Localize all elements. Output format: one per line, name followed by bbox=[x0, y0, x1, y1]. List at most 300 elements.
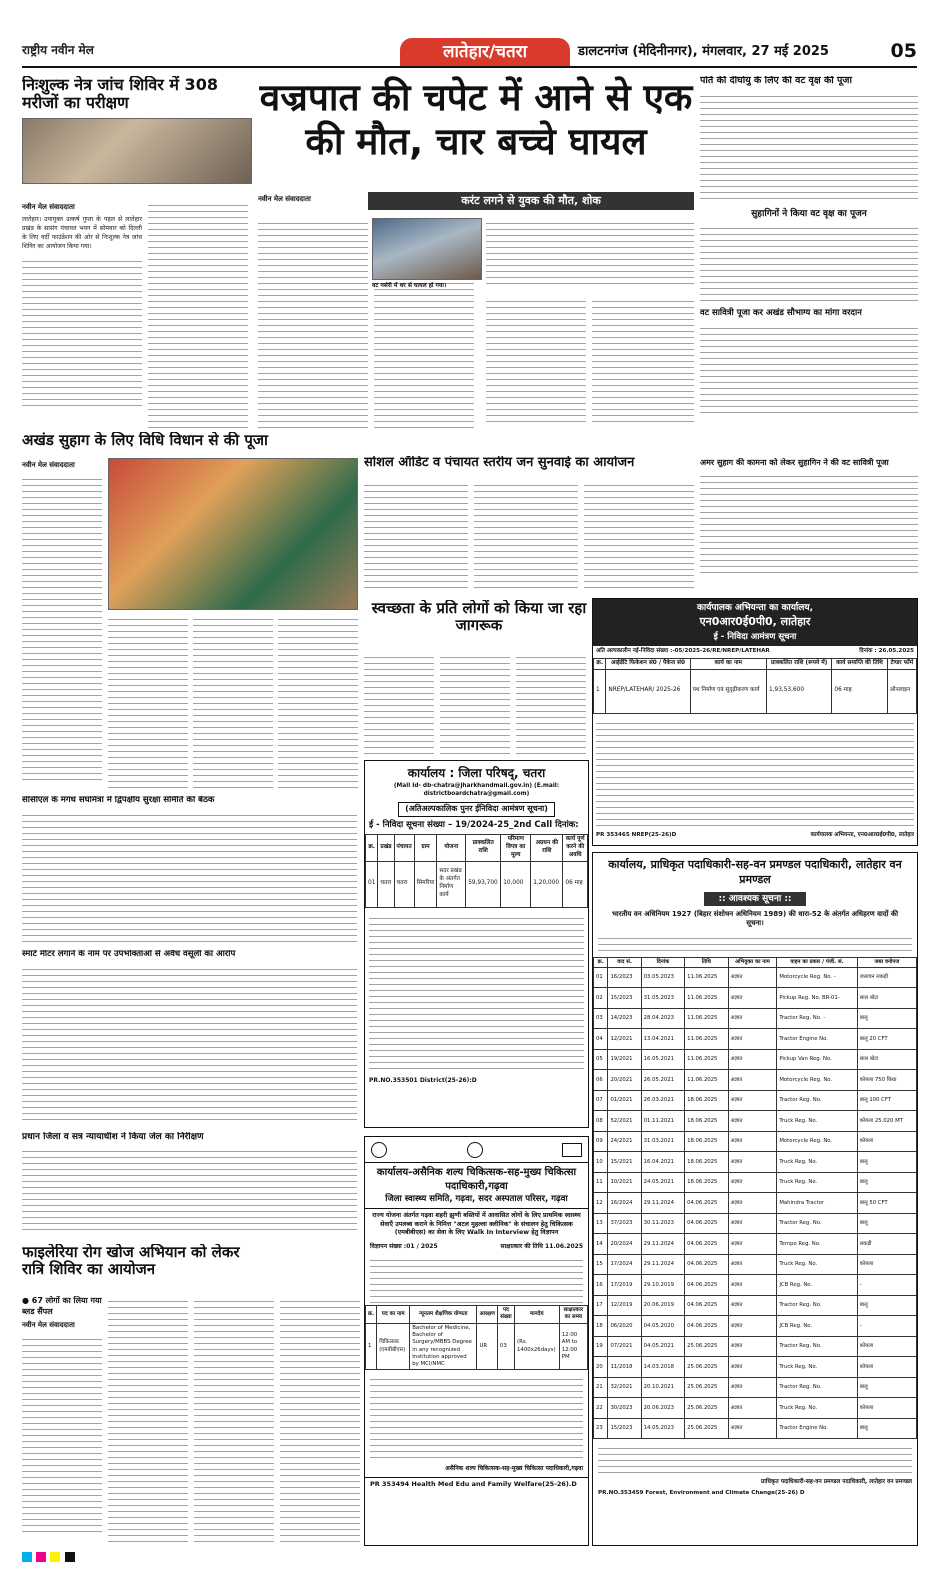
current-death-banner: करंट लगने से युवक की मौत, शोक bbox=[368, 192, 694, 210]
table-cell: 11.06.2025 bbox=[685, 1008, 728, 1029]
health-ad-meta bbox=[365, 1241, 588, 1253]
nrep-tender-ad bbox=[592, 598, 918, 846]
akhand-text-col1 bbox=[22, 474, 102, 784]
table-cell: कोयला bbox=[857, 1254, 916, 1275]
zp-col-header: पंचायत bbox=[394, 835, 414, 861]
table-cell: 06 bbox=[594, 1070, 608, 1091]
cleanliness-text-3 bbox=[516, 652, 586, 754]
nrep-ad-table bbox=[593, 658, 917, 714]
table-cell: 10,000 bbox=[501, 861, 531, 907]
zp-ad-mail: (Mail Id- db-chatra@jharkhandmail.gov.in) (E.mail: districtboardchatra@gmail.com) bbox=[393, 783, 560, 797]
table-cell: अज्ञात bbox=[728, 1131, 777, 1152]
table-cell: अज्ञात bbox=[728, 1070, 777, 1091]
table-row bbox=[594, 1275, 917, 1296]
eye-camp-text-col2 bbox=[148, 200, 248, 428]
nrep-col-header: प्राक्कलित राशि (रूपये में) bbox=[766, 659, 831, 670]
health-ad-intro: राज्य योजना अंतर्गत गढ़वा शहरी झुग्गी बस्तियों में आवासित लोगों के लिए प्राथमिक स्वास्थ्य सेवाएँ उपलब्ध कराने के निमित्त "अटल मुहल्ला क्लीनिक" के संचालन हेतु चिकित्सक (एमबीबीएस) का सेवा के लिए Walk In Interview हेतु विज्ञापन bbox=[372, 1212, 581, 1237]
social-audit-headline: सोशल ऑडिट व पंचायत स्तरीय जन सुनवाई का आयोजन bbox=[364, 456, 635, 470]
table-cell: Tractor Engine No. bbox=[777, 1418, 857, 1439]
table-cell: 17 bbox=[594, 1295, 608, 1316]
page-number: 05 bbox=[890, 40, 917, 62]
forest-ad-intro-text bbox=[598, 933, 912, 955]
table-cell: 32/2021 bbox=[608, 1377, 641, 1398]
table-cell: 29.10.2019 bbox=[641, 1275, 684, 1296]
health-col-header: आरक्षण bbox=[477, 1306, 497, 1324]
filaria-text-col3 bbox=[194, 1296, 274, 1546]
forest-col-header: अभियुक्त का नाम bbox=[728, 957, 777, 967]
table-cell: कोयला 25.020 MT bbox=[857, 1111, 916, 1132]
filaria-body bbox=[22, 1296, 102, 1546]
table-cell: बालू bbox=[857, 1418, 916, 1439]
eye-camp-byline: नवीन मेल संवाददाता bbox=[22, 203, 75, 211]
health-col-header: क्र. bbox=[366, 1306, 377, 1324]
table-cell: अज्ञात bbox=[728, 1357, 777, 1378]
table-cell: Tempo Reg. No. bbox=[777, 1234, 857, 1255]
table-cell: Truck Reg. No. bbox=[777, 1172, 857, 1193]
table-cell: 15/2021 bbox=[608, 1152, 641, 1173]
table-cell: 03 bbox=[497, 1323, 514, 1370]
magenta-swatch bbox=[36, 1552, 46, 1562]
table-cell: 30/2023 bbox=[608, 1398, 641, 1419]
table-cell: अज्ञात bbox=[728, 1172, 777, 1193]
table-cell: 25.06.2025 bbox=[685, 1357, 728, 1378]
table-cell: Truck Reg. No. bbox=[777, 1111, 857, 1132]
table-cell: 20/2024 bbox=[608, 1234, 641, 1255]
photo-caption: वट नर्सरी में धर से घायल हो गया। bbox=[372, 282, 447, 289]
table-cell: चतरा bbox=[378, 861, 394, 907]
table-cell: 24.05.2021 bbox=[641, 1172, 684, 1193]
table-row bbox=[366, 861, 588, 907]
nrep-ad-footer bbox=[593, 830, 917, 842]
table-cell: 04.06.2025 bbox=[685, 1193, 728, 1214]
table-cell: 06 माह bbox=[563, 861, 588, 907]
akhand-byline: नवीन मेल संवाददाता bbox=[22, 461, 75, 469]
table-cell: Pickup Reg. No. BR-01- bbox=[777, 988, 857, 1009]
cleanliness-text-1 bbox=[364, 652, 434, 754]
table-cell: Mahindra Tractor bbox=[777, 1193, 857, 1214]
table-cell: 25.06.2025 bbox=[685, 1398, 728, 1419]
zp-ad-title: कार्यालय : जिला परिषद्, चतरा bbox=[407, 766, 546, 780]
table-cell: 04.06.2025 bbox=[685, 1316, 728, 1337]
table-cell: 11.06.2025 bbox=[685, 1049, 728, 1070]
table-cell: 25.06.2025 bbox=[685, 1418, 728, 1439]
eye-camp-body bbox=[22, 200, 142, 430]
akhand-text-col3 bbox=[193, 614, 273, 790]
table-cell: 04.05.2021 bbox=[641, 1336, 684, 1357]
table-cell: 16 bbox=[594, 1275, 608, 1296]
forest-col-header: क्र. bbox=[594, 957, 608, 967]
nrep-col-header: टेण्डर फॉर्म bbox=[887, 659, 916, 670]
section-tab: लातेहार/चतरा bbox=[400, 38, 570, 66]
table-cell: Truck Reg. No. bbox=[777, 1254, 857, 1275]
table-cell: 12/2019 bbox=[608, 1295, 641, 1316]
vat-tree-article bbox=[700, 76, 918, 456]
nrep-ad-signoff: कार्यपालक अभियन्ता, एन0आर0ई0पी0, लातेहार bbox=[810, 831, 914, 838]
table-cell: 23 bbox=[594, 1418, 608, 1439]
table-cell: 18.06.2025 bbox=[685, 1172, 728, 1193]
table-cell: Tractor Reg. No. - bbox=[777, 1008, 857, 1029]
table-cell: 12:00 AM to 12:00 PM bbox=[559, 1323, 587, 1370]
table-cell: 14.03.2018 bbox=[641, 1357, 684, 1378]
zp-col-header: ग्राम bbox=[414, 835, 437, 861]
table-cell: 18.06.2025 bbox=[685, 1152, 728, 1173]
table-cell: Truck Reg. No. bbox=[777, 1398, 857, 1419]
table-cell: 18.06.2025 bbox=[685, 1111, 728, 1132]
table-cell: 20.06.2023 bbox=[641, 1398, 684, 1419]
table-cell: 13 bbox=[594, 1213, 608, 1234]
nrep-col-header: आईडेंटि फिकेशन सं0 / पैकेज सं0 bbox=[606, 659, 690, 670]
vat-tree-subhead-2: वट सावित्री पूजा कर अखंड सौभाग्य का मांगा वरदान bbox=[700, 308, 862, 319]
table-row bbox=[366, 1323, 588, 1370]
registration-strip bbox=[22, 1552, 917, 1564]
nrep-ad-ref: अति अल्पकालीन नई-निविदा संख्या :-05/2025-26/RE/NREP/LATEHAR bbox=[596, 648, 770, 655]
table-cell: चिकित्सक (एमबीबीएस) bbox=[377, 1323, 410, 1370]
lightning-text-col3 bbox=[486, 218, 694, 288]
eye-camp-photo bbox=[22, 118, 252, 184]
table-row bbox=[594, 1070, 917, 1091]
table-cell: 03.05.2023 bbox=[641, 967, 684, 988]
table-cell: बालू 20 CFT bbox=[857, 1029, 916, 1050]
filaria-text-col4 bbox=[280, 1296, 360, 1546]
zp-col-header: प्रखंड bbox=[378, 835, 394, 861]
table-cell: बालू bbox=[857, 1152, 916, 1173]
table-cell: सिमरिया bbox=[414, 861, 437, 907]
social-audit-article bbox=[364, 456, 694, 476]
table-cell: 01 bbox=[366, 861, 378, 907]
akhand-text-col4 bbox=[278, 614, 358, 790]
table-cell: 1 bbox=[594, 669, 606, 713]
nrep-ad-pr: PR 353465 NREP(25-26)D bbox=[596, 831, 677, 838]
vat-tree-subhead-1: सुहागिनों ने किया वट वृक्ष का पूजन bbox=[751, 208, 867, 219]
table-cell: 28.04.2023 bbox=[641, 1008, 684, 1029]
table-cell: 29.11.2024 bbox=[641, 1193, 684, 1214]
table-cell: 21 bbox=[594, 1377, 608, 1398]
filaria-bullet-text: 67 लोगों का लिया गया ब्लड सैंपल bbox=[22, 1296, 102, 1316]
table-cell: अज्ञात bbox=[728, 1193, 777, 1214]
lightning-byline-row bbox=[258, 192, 694, 214]
table-cell: 59,93,700 bbox=[466, 861, 501, 907]
zp-col-header: योजना bbox=[437, 835, 466, 861]
lightning-byline: नवीन मेल संवाददाता bbox=[258, 195, 311, 203]
vat-tree-subhead-3: अमर सुहाग की कामना को लेकर सुहागिन ने की वट सावित्री पूजा bbox=[700, 458, 889, 467]
dateline: डालटनगंज (मेदिनीनगर), मंगलवार, 27 मई 2025 bbox=[578, 44, 829, 59]
table-cell: 37/2023 bbox=[608, 1213, 641, 1234]
zp-col-header: कार्य पूर्ण करने की अवधि bbox=[563, 835, 588, 861]
table-cell: 01 bbox=[594, 967, 608, 988]
forest-col-header: जब्त वनोपज bbox=[857, 957, 916, 967]
newspaper-logo: राष्ट्रीय नवीन मेल bbox=[22, 43, 94, 57]
table-cell: 17/2019 bbox=[608, 1275, 641, 1296]
smart-meter-article bbox=[22, 950, 357, 1128]
table-row bbox=[594, 1049, 917, 1070]
table-cell: 25.06.2025 bbox=[685, 1336, 728, 1357]
filaria-article bbox=[22, 1244, 242, 1292]
table-cell: 1,20,000 bbox=[531, 861, 563, 907]
filaria-bullet: ● 67 लोगों का लिया गया ब्लड सैंपल bbox=[22, 1296, 102, 1316]
zp-col-header: क्र. bbox=[366, 835, 378, 861]
table-cell: साल बोटा bbox=[857, 988, 916, 1009]
table-row bbox=[594, 1131, 917, 1152]
smart-meter-text bbox=[22, 964, 357, 1124]
table-cell: 09 bbox=[594, 1131, 608, 1152]
forest-col-header: तिथि bbox=[685, 957, 728, 967]
table-row bbox=[594, 1336, 917, 1357]
table-cell: 26.03.2021 bbox=[641, 1090, 684, 1111]
eye-camp-headline: निःशुल्क नेत्र जांच शिविर में 308 मरीजों का परीक्षण bbox=[22, 76, 218, 113]
table-row bbox=[594, 1029, 917, 1050]
table-cell: बालू bbox=[857, 1377, 916, 1398]
emblem-icon bbox=[371, 1142, 387, 1158]
table-cell: कोयला bbox=[857, 1357, 916, 1378]
table-cell: अज्ञात bbox=[728, 967, 777, 988]
table-cell: 31.03.2021 bbox=[641, 1131, 684, 1152]
table-cell: बालू 50 CFT bbox=[857, 1193, 916, 1214]
yellow-swatch bbox=[50, 1552, 60, 1562]
health-logo-icon bbox=[467, 1142, 483, 1158]
table-cell: 16/2023 bbox=[608, 967, 641, 988]
table-cell: लकड़ी bbox=[857, 1234, 916, 1255]
vat-tree-headline: पति की दीर्घायु के लिए की वट वृक्ष की पूजा bbox=[700, 76, 852, 86]
table-row bbox=[594, 669, 917, 713]
cleanliness-text-2 bbox=[440, 652, 510, 754]
health-ad-table bbox=[365, 1305, 588, 1370]
table-cell: अज्ञात bbox=[728, 1316, 777, 1337]
health-col-header: न्यूनतम शैक्षणिक योग्यता bbox=[410, 1306, 477, 1324]
nrep-ad-conditions bbox=[596, 718, 914, 830]
vat-tree-text-3 bbox=[700, 323, 918, 413]
nrep-ad-notice: ई - निविदा आमंत्रण सूचना bbox=[593, 631, 917, 646]
cleanliness-article bbox=[364, 600, 594, 640]
zp-ad-pr: PR.NO.353501 District(25-26):D bbox=[369, 1076, 477, 1084]
table-cell: बालू bbox=[857, 1172, 916, 1193]
table-cell: 04.06.2025 bbox=[685, 1213, 728, 1234]
table-cell: 04.05.2020 bbox=[641, 1316, 684, 1337]
table-cell: अज्ञात bbox=[728, 1029, 777, 1050]
table-cell: Pickup Van Reg. No. bbox=[777, 1049, 857, 1070]
table-cell: 30.11.2023 bbox=[641, 1213, 684, 1234]
table-cell: 11.06.2025 bbox=[685, 1070, 728, 1091]
nrep-ad-title: कार्यपालक अभियन्ता का कार्यालय, bbox=[593, 599, 917, 614]
forest-ad-footnote bbox=[598, 1443, 912, 1477]
forest-ad-notice: :: आवश्यक सूचना :: bbox=[704, 892, 805, 906]
table-cell: 18.06.2025 bbox=[685, 1131, 728, 1152]
ccl-article bbox=[22, 796, 357, 946]
table-cell: 04.06.2025 bbox=[685, 1295, 728, 1316]
zp-ad-notice: (अतिअल्पकालिक पुनर ईनिविदा आमंत्रण सूचना) bbox=[398, 802, 555, 817]
table-cell: 01/2021 bbox=[608, 1090, 641, 1111]
social-audit-text-1 bbox=[364, 480, 468, 592]
table-cell: 17/2024 bbox=[608, 1254, 641, 1275]
vat-tree-text-4 bbox=[700, 471, 918, 576]
table-cell: साल बोटा bbox=[857, 1049, 916, 1070]
table-cell: 20.10.2021 bbox=[641, 1377, 684, 1398]
table-cell: 02 bbox=[594, 988, 608, 1009]
health-ad-emblem-row bbox=[365, 1137, 588, 1163]
table-cell: 52/2021 bbox=[608, 1111, 641, 1132]
table-row bbox=[594, 1090, 917, 1111]
lightning-text-col1 bbox=[258, 218, 368, 428]
table-cell: बालू bbox=[857, 1213, 916, 1234]
table-cell: 20/2021 bbox=[608, 1070, 641, 1091]
health-ad-text bbox=[370, 1255, 583, 1303]
table-cell: 18 bbox=[594, 1316, 608, 1337]
forest-notice-ad bbox=[592, 852, 918, 1546]
table-cell: 16.05.2021 bbox=[641, 1049, 684, 1070]
table-cell: Truck Reg. No. bbox=[777, 1357, 857, 1378]
table-cell: 06 माह bbox=[832, 669, 887, 713]
table-row bbox=[594, 1213, 917, 1234]
table-cell: अज्ञात bbox=[728, 1090, 777, 1111]
table-cell: 14/2023 bbox=[608, 1008, 641, 1029]
table-cell: 13.04.2021 bbox=[641, 1029, 684, 1050]
lightning-text-col4 bbox=[486, 296, 586, 426]
nrep-col-header: क्र. bbox=[594, 659, 606, 670]
table-cell: 29.11.2024 bbox=[641, 1254, 684, 1275]
table-row bbox=[594, 1377, 917, 1398]
table-cell: 07 bbox=[594, 1090, 608, 1111]
health-ad-conditions bbox=[370, 1374, 583, 1462]
table-cell: कोयला bbox=[857, 1131, 916, 1152]
table-cell: अज्ञात bbox=[728, 1152, 777, 1173]
table-cell: 10 bbox=[594, 1152, 608, 1173]
table-cell: Motorcycle Reg. No. - bbox=[777, 967, 857, 988]
zp-col-header: अग्रधन की राशि bbox=[531, 835, 563, 861]
injured-photo bbox=[372, 218, 482, 280]
health-col-header: मानदेय bbox=[514, 1306, 559, 1324]
forest-col-header: वाहन का प्रकार / पंजी. सं. bbox=[777, 957, 857, 967]
social-audit-text-3 bbox=[584, 480, 694, 592]
ccl-text bbox=[22, 810, 357, 942]
table-cell: Truck Reg. No. bbox=[777, 1152, 857, 1173]
table-cell: JCB Reg. No. bbox=[777, 1275, 857, 1296]
table-row bbox=[594, 988, 917, 1009]
table-cell: 31.05.2023 bbox=[641, 988, 684, 1009]
table-cell: अज्ञात bbox=[728, 1377, 777, 1398]
table-cell: 11.06.2025 bbox=[685, 1029, 728, 1050]
table-cell: बालू bbox=[857, 1008, 916, 1029]
masthead bbox=[22, 38, 917, 68]
table-cell: 29.11.2024 bbox=[641, 1234, 684, 1255]
table-cell: 26.05.2021 bbox=[641, 1070, 684, 1091]
table-row bbox=[594, 1254, 917, 1275]
table-cell: 07/2021 bbox=[608, 1336, 641, 1357]
table-cell: अज्ञात bbox=[728, 1275, 777, 1296]
zp-ad-tender-no: ई - निविदा सूचना संख्या – 19/2024-25_2nd Call दिनांक: bbox=[369, 819, 579, 830]
forest-ad-act: भारतीय वन अधिनियम 1927 (बिहार संशोधन अधिनियम 1989) की धारा-52 के अंतर्गत अधिहरण वादों की सूचना। bbox=[611, 909, 899, 928]
table-cell: बालू 100 CFT bbox=[857, 1090, 916, 1111]
table-row bbox=[594, 1295, 917, 1316]
table-cell: 03 bbox=[594, 1008, 608, 1029]
table-cell: अज्ञात bbox=[728, 1336, 777, 1357]
zp-ad-conditions bbox=[369, 913, 584, 1073]
nrep-ad-office: एन0आर0ई0पी0, लातेहार bbox=[593, 614, 917, 631]
table-cell: 14.05.2023 bbox=[641, 1418, 684, 1439]
table-cell: Tractor Reg. No. bbox=[777, 1090, 857, 1111]
table-cell: 12/2021 bbox=[608, 1029, 641, 1050]
zp-ad-table bbox=[365, 834, 588, 907]
table-cell: 11.06.2025 bbox=[685, 967, 728, 988]
table-cell: 24/2021 bbox=[608, 1131, 641, 1152]
table-cell: Bachelor of Medicine, Bachelor of Surgery/MBBS Degree in any recognized Institution approved by MCI/NMC bbox=[410, 1323, 477, 1370]
table-cell: कोयला bbox=[857, 1336, 916, 1357]
table-row bbox=[594, 1357, 917, 1378]
table-row bbox=[594, 1316, 917, 1337]
table-cell: अज्ञात bbox=[728, 1418, 777, 1439]
black-swatch bbox=[65, 1552, 75, 1562]
health-ad-title: कार्यालय-असैनिक शल्य चिकित्सक-सह-मुख्य चिकित्सा पदाधिकारी,गढ़वा bbox=[376, 1167, 577, 1192]
table-cell: Motorcycle Reg. No. bbox=[777, 1131, 857, 1152]
eye-camp-article bbox=[22, 76, 252, 194]
health-col-header: साक्षात्कार का समय bbox=[559, 1306, 587, 1324]
vat-tree-text bbox=[700, 91, 918, 203]
nrep-col-header: कार्य समाप्ति की तिथि bbox=[832, 659, 887, 670]
forest-ad-signoff: प्राधिकृत पदाधिकारी-सह-वन प्रमण्डल पदाधिकारी, लातेहार वन प्रमण्डल bbox=[761, 1479, 912, 1486]
ccl-headline: सीसीएल के मगध संघमित्रा में द्विपक्षीय सुरक्षा समिति की बैठक bbox=[22, 796, 215, 805]
table-cell: 11 bbox=[594, 1172, 608, 1193]
table-cell: अज्ञात bbox=[728, 1213, 777, 1234]
table-cell: Tractor Reg. No. bbox=[777, 1295, 857, 1316]
table-cell: Tractor Reg. No. bbox=[777, 1377, 857, 1398]
table-cell: 15 bbox=[594, 1254, 608, 1275]
filaria-text-col2 bbox=[108, 1296, 188, 1546]
table-cell: 18.06.2025 bbox=[685, 1090, 728, 1111]
table-cell: 1 bbox=[366, 1323, 377, 1370]
table-cell: 25.06.2025 bbox=[685, 1377, 728, 1398]
table-cell: अज्ञात bbox=[728, 988, 777, 1009]
table-cell: जलावन लकड़ी bbox=[857, 967, 916, 988]
vat-tree-text-2 bbox=[700, 223, 918, 303]
table-cell: अज्ञात bbox=[728, 1008, 777, 1029]
table-row bbox=[594, 1172, 917, 1193]
forest-ad-title: कार्यालय, प्राधिकृत पदाधिकारी-सह-वन प्रमण्डल पदाधिकारी, लातेहार वन प्रमण्डल bbox=[608, 858, 902, 886]
filaria-headline: फाइलेरिया रोग खोज अभियान को लेकर रात्रि शिविर का आयोजन bbox=[22, 1244, 240, 1279]
health-col-header: पद का नाम bbox=[377, 1306, 410, 1324]
table-row bbox=[594, 1193, 917, 1214]
table-cell: 12 bbox=[594, 1193, 608, 1214]
table-cell: 19/2021 bbox=[608, 1049, 641, 1070]
table-cell: NREP/LATEHAR/ 2025-26 bbox=[606, 669, 690, 713]
table-cell: चतरा bbox=[394, 861, 414, 907]
table-cell: सदर प्रखंड के अंतर्गत निर्माण कार्य bbox=[437, 861, 466, 907]
table-cell: 20 bbox=[594, 1357, 608, 1378]
eye-camp-lead: लातेहार। उपायुक्त उत्कर्ष गुप्ता के पहल से लातेहार प्रखंड के सासंग पंचायत भवन में सोमवार को दिल्ली के लिए वर्दी फाउंडेशन की ओर से निःशुल्क नेत्र जांच शिविर का आयोजन किया गया। bbox=[22, 216, 142, 251]
table-cell: 20.06.2019 bbox=[641, 1295, 684, 1316]
table-cell: 04.06.2025 bbox=[685, 1275, 728, 1296]
vat-tree-article-2 bbox=[700, 458, 918, 593]
puja-photo bbox=[108, 458, 358, 610]
table-cell: 05 bbox=[594, 1049, 608, 1070]
table-cell: अज्ञात bbox=[728, 1254, 777, 1275]
jail-headline: प्रधान जिला व सत्र न्यायाधीश ने किया जेल का निरीक्षण bbox=[22, 1132, 204, 1142]
table-cell: 04.06.2025 bbox=[685, 1254, 728, 1275]
table-cell: 15/2023 bbox=[608, 988, 641, 1009]
table-row bbox=[594, 1111, 917, 1132]
smart-meter-headline: स्मार्ट मीटर लगाने के नाम पर उपभोक्ताओं से अवैध वसूली का आरोप bbox=[22, 950, 236, 959]
table-cell: 10/2021 bbox=[608, 1172, 641, 1193]
health-ad-pr: PR 353494 Health Med Edu and Family Welfare(25-26).D bbox=[365, 1477, 588, 1491]
table-cell: अज्ञात bbox=[728, 1295, 777, 1316]
table-cell: - bbox=[857, 1316, 916, 1337]
table-row bbox=[594, 1234, 917, 1255]
table-row bbox=[594, 1152, 917, 1173]
table-row bbox=[594, 1008, 917, 1029]
table-cell: Tractor Reg. No. bbox=[777, 1213, 857, 1234]
table-cell: JCB Reg. No. bbox=[777, 1316, 857, 1337]
table-cell: 04.06.2025 bbox=[685, 1234, 728, 1255]
table-cell: 11/2018 bbox=[608, 1357, 641, 1378]
zp-col-header: परिमाण विपत्र का मूल्य bbox=[501, 835, 531, 861]
nrep-col-header: कार्य का नाम bbox=[690, 659, 766, 670]
